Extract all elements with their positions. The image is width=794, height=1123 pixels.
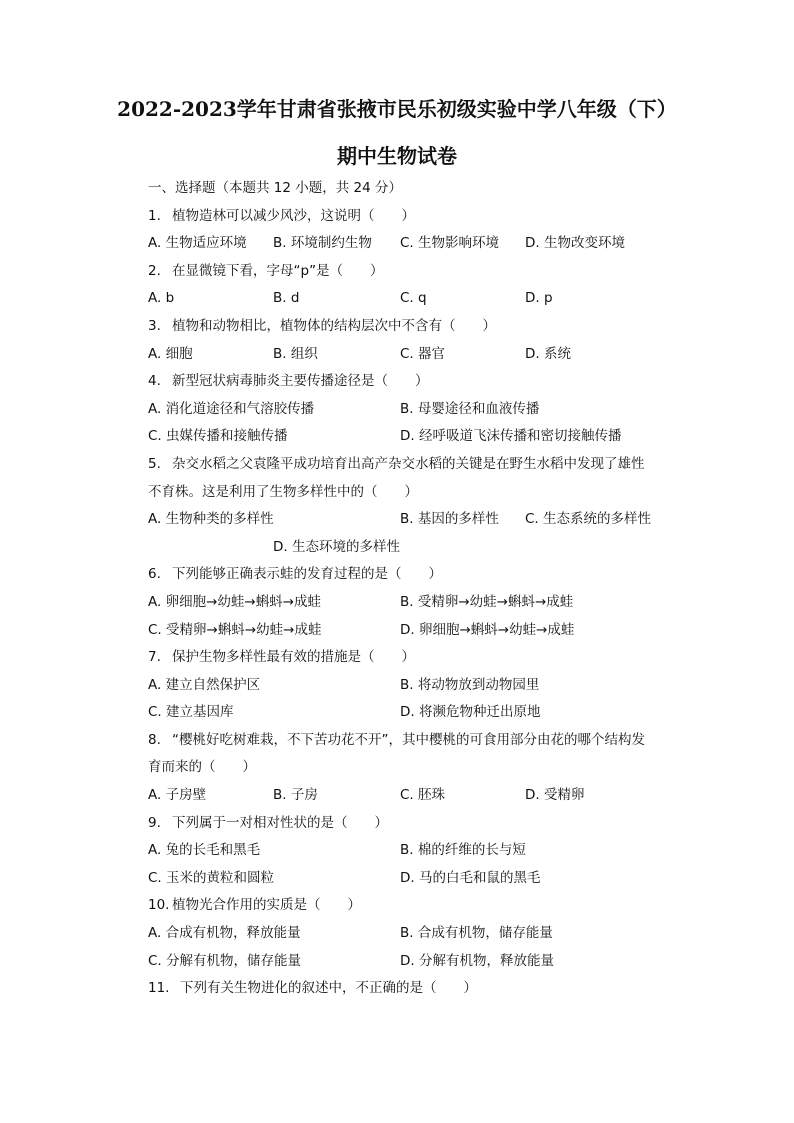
question-5-options-row2 — [148, 534, 668, 562]
option-a: A. 细胞 — [148, 345, 193, 362]
option-a: A. 生物种类的多样性 — [148, 511, 274, 528]
question-4 — [148, 368, 668, 396]
option-d: D. p — [525, 290, 553, 307]
option-a: A. 子房壁 — [148, 787, 207, 804]
question-10 — [148, 892, 668, 920]
question-9-options-row2 — [148, 865, 668, 893]
option-a: A. 合成有机物，释放能量 — [148, 925, 301, 942]
option-b: B. 母婴途径和血液传播 — [400, 400, 540, 417]
question-number: 5. — [148, 455, 161, 472]
question-4-options-row2 — [148, 423, 668, 451]
question-number: 8. — [148, 731, 161, 748]
option-b: B. 受精卵→幼蛙→蝌蚪→成蛙 — [400, 593, 574, 610]
option-b: B. 基因的多样性 — [400, 511, 499, 528]
exam-title-line2: 期中生物试卷 — [337, 144, 457, 168]
option-c: C. 玉米的黄粒和圆粒 — [148, 869, 275, 886]
question-8-stem-cont — [148, 754, 668, 782]
option-b: B. 将动物放到动物园里 — [400, 676, 540, 693]
question-stem: 植物和动物相比，植物体的结构层次中不含有（ ） — [172, 317, 496, 334]
question-2-options — [148, 285, 668, 313]
question-7-options-row1 — [148, 672, 668, 700]
option-b: B. 子房 — [273, 787, 318, 804]
question-stem: 下列能够正确表示蛙的发育过程的是（ ） — [172, 566, 442, 583]
section-header: 一、选择题（本题共 12 小题，共 24 分） — [148, 180, 403, 196]
option-c: C. 生态系统的多样性 — [525, 511, 652, 528]
option-a: A. b — [148, 290, 175, 307]
question-1-options — [148, 230, 668, 258]
question-11 — [148, 975, 668, 1003]
question-number: 2. — [148, 262, 161, 279]
question-number: 6. — [148, 566, 161, 583]
question-stem: 杂交水稻之父袁隆平成功培育出高产杂交水稻的关键是在野生水稻中发现了雄性 — [172, 455, 645, 472]
question-number: 9. — [148, 814, 161, 831]
option-d: D. 将濒危物种迁出原地 — [400, 704, 541, 721]
question-1 — [148, 203, 668, 231]
question-9 — [148, 810, 668, 838]
question-number: 1. — [148, 207, 161, 224]
option-d: D. 分解有机物，释放能量 — [400, 952, 554, 969]
question-stem: 新型冠状病毒肺炎主要传播途径是（ ） — [172, 373, 429, 390]
question-6 — [148, 561, 668, 589]
option-d: D. 卵细胞→蝌蚪→幼蛙→成蛙 — [400, 621, 575, 638]
question-5-options-row1 — [148, 506, 668, 534]
exam-content — [148, 175, 668, 1003]
option-c: C. 受精卵→蝌蚪→幼蛙→成蛙 — [148, 621, 322, 638]
option-a: A. 卵细胞→幼蛙→蝌蚪→成蛙 — [148, 593, 322, 610]
option-d: D. 受精卵 — [525, 787, 585, 804]
question-4-options-row1 — [148, 396, 668, 424]
question-stem: 植物光合作用的实质是（ ） — [172, 897, 361, 914]
option-b: B. 环境制约生物 — [273, 235, 372, 252]
question-stem: 下列有关生物进化的叙述中，不正确的是（ ） — [180, 980, 477, 997]
option-a: A. 兔的长毛和黑毛 — [148, 842, 261, 859]
option-d: D. 经呼吸道飞沫传播和密切接触传播 — [400, 428, 622, 445]
option-c: C. 生物影响环境 — [400, 235, 500, 252]
option-a: A. 生物适应环境 — [148, 235, 247, 252]
question-3 — [148, 313, 668, 341]
exam-title-line1: 2022-2023学年甘肃省张掖市民乐初级实验中学八年级（下） — [117, 97, 677, 121]
option-c: C. 分解有机物，储存能量 — [148, 952, 302, 969]
option-c: C. q — [400, 290, 427, 307]
option-c: C. 虫媒传播和接触传播 — [148, 428, 288, 445]
option-b: B. 合成有机物，储存能量 — [400, 925, 553, 942]
option-d: D. 生物改变环境 — [525, 235, 625, 252]
question-10-options-row2 — [148, 948, 668, 976]
question-3-options — [148, 341, 668, 369]
question-10-options-row1 — [148, 920, 668, 948]
question-number: 11. — [148, 980, 170, 997]
option-d: D. 生态环境的多样性 — [273, 538, 400, 555]
question-number: 3. — [148, 317, 161, 334]
question-9-options-row1 — [148, 837, 668, 865]
question-number: 4. — [148, 373, 161, 390]
question-8-options — [148, 782, 668, 810]
question-number: 7. — [148, 649, 161, 666]
question-8 — [148, 727, 668, 755]
question-stem: 植物造林可以减少风沙，这说明（ ） — [172, 207, 415, 224]
question-6-options-row1 — [148, 589, 668, 617]
question-number: 10. — [148, 897, 170, 914]
option-c: C. 胚珠 — [400, 787, 446, 804]
option-c: C. 建立基因库 — [148, 704, 234, 721]
option-a: A. 建立自然保护区 — [148, 676, 261, 693]
option-d: D. 系统 — [525, 345, 571, 362]
question-2 — [148, 258, 668, 286]
option-b: B. 组织 — [273, 345, 318, 362]
question-stem: 保护生物多样性最有效的措施是（ ） — [172, 649, 415, 666]
question-7 — [148, 644, 668, 672]
question-6-options-row2 — [148, 617, 668, 645]
question-5-stem-cont — [148, 479, 668, 507]
option-a: A. 消化道途径和气溶胶传播 — [148, 400, 315, 417]
question-stem: 下列属于一对相对性状的是（ ） — [172, 814, 388, 831]
option-b: B. 棉的纤维的长与短 — [400, 842, 526, 859]
option-d: D. 马的白毛和鼠的黑毛 — [400, 869, 541, 886]
question-5 — [148, 451, 668, 479]
option-c: C. 器官 — [400, 345, 446, 362]
option-b: B. d — [273, 290, 300, 307]
question-stem: “樱桃好吃树难栽，不下苦功花不开”，其中樱桃的可食用部分由花的哪个结构发 — [172, 731, 645, 748]
question-stem: 在显微镜下看，字母“p”是（ ） — [172, 262, 384, 279]
question-7-options-row2 — [148, 699, 668, 727]
question-stem-continued: 育而来的（ ） — [148, 759, 256, 776]
question-stem-continued: 不育株。这是利用了生物多样性中的（ ） — [148, 483, 418, 500]
